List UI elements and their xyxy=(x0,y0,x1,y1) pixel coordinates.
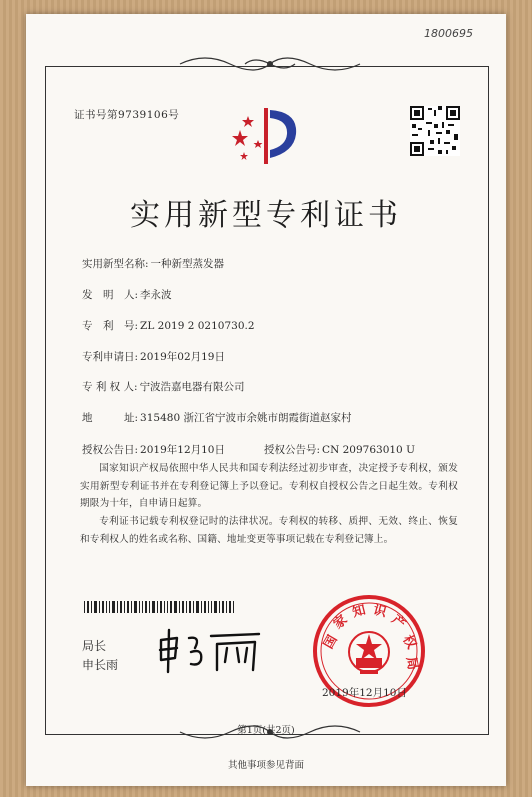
page-number: 第1页(共2页) xyxy=(237,725,295,736)
field-utility-model-name xyxy=(82,256,224,271)
field-value: 一种新型蒸发器 xyxy=(150,258,225,270)
handwritten-signature-icon xyxy=(155,626,265,676)
field-value: 2019年02月19日 xyxy=(140,351,225,363)
barcode-icon xyxy=(84,601,234,613)
field-application-date xyxy=(82,349,225,364)
signer-title: 局长 xyxy=(82,639,107,653)
field-value: 2019年12月10日 xyxy=(140,444,225,456)
signer-name: 申长雨 xyxy=(82,658,119,672)
grant-statement-paragraph: 国家知识产权局依照中华人民共和国专利法经过初步审查，决定授予专利权，颁发实用新型专利证书并在专利登记簿上予以登记。专利权自授权公告之日起生效。专利权期限为十年，自申请日起算。 xyxy=(80,463,458,509)
svg-text:国: 国 xyxy=(321,632,341,652)
ornament-top-icon xyxy=(175,52,365,76)
page-title: 实用新型专利证书 xyxy=(130,198,402,233)
field-patent-number xyxy=(82,318,255,333)
field-label: 专利申请日: xyxy=(82,351,139,363)
field-label: 授权公告号: xyxy=(264,444,321,456)
svg-text:局: 局 xyxy=(402,655,420,672)
field-label: 专 利 权 人: xyxy=(82,381,138,393)
qr-code-icon xyxy=(410,106,460,156)
patent-office-logo-icon xyxy=(228,100,308,168)
footer-note: 其他事项参见背面 xyxy=(227,760,304,771)
handwritten-note: 1800695 xyxy=(424,27,473,40)
svg-text:识: 识 xyxy=(371,602,388,621)
field-grant-date xyxy=(82,442,225,457)
svg-text:产: 产 xyxy=(388,612,409,633)
legal-status-paragraph: 专利证书记载专利权登记时的法律状况。专利权的转移、质押、无效、终止、恢复和专利权人的姓名或名称、国籍、地址变更等事项记载在专利登记簿上。 xyxy=(80,516,458,545)
field-label: 地 址: xyxy=(82,412,139,424)
svg-text:知: 知 xyxy=(351,602,368,621)
certificate-number: 证书号第9739106号 xyxy=(74,109,180,121)
field-label: 实用新型名称: xyxy=(82,258,149,270)
field-value: 宁波浩嘉电器有限公司 xyxy=(139,381,245,393)
svg-text:权: 权 xyxy=(399,632,419,652)
svg-text:家: 家 xyxy=(330,612,351,633)
field-value: CN 209763010 U xyxy=(322,444,415,456)
field-address xyxy=(82,410,351,425)
field-inventor xyxy=(82,287,172,302)
field-patentee xyxy=(82,379,245,394)
field-label: 发 明 人: xyxy=(82,289,139,301)
seal-date: 2019年12月10日 xyxy=(322,687,407,699)
field-announcement-number xyxy=(264,442,415,457)
field-label: 专 利 号: xyxy=(82,320,139,332)
field-value: 李永波 xyxy=(140,289,172,301)
field-value: ZL 2019 2 0210730.2 xyxy=(140,320,255,332)
field-value: 315480 浙江省宁波市余姚市朗霞街道赵家村 xyxy=(140,412,352,424)
field-label: 授权公告日: xyxy=(82,444,139,456)
